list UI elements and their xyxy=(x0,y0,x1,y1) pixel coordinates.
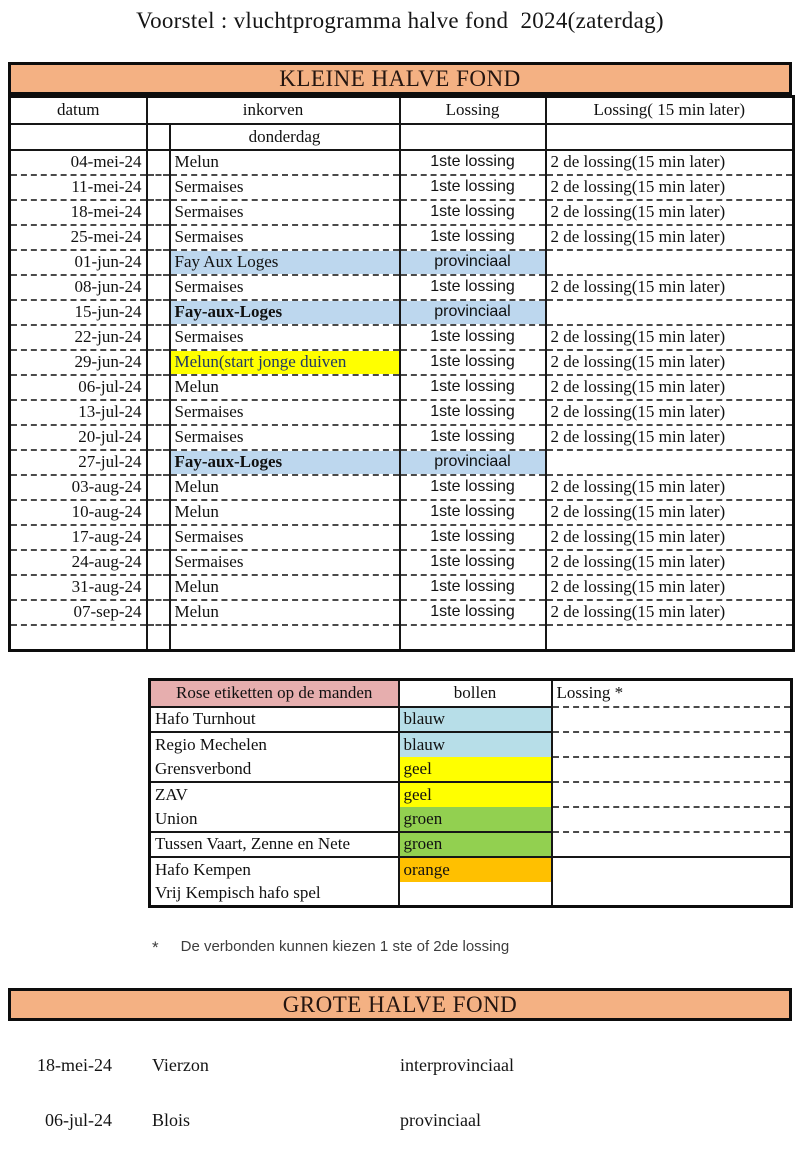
table-row xyxy=(10,550,794,575)
lossing-cell: 1ste lossing xyxy=(400,575,546,600)
date-cell: 01-jun-24 xyxy=(10,250,147,275)
verbond-label-cell: Regio Mechelen xyxy=(150,732,399,757)
lossing2-cell: 2 de lossing(15 min later) xyxy=(546,400,794,425)
lossing-choice-cell xyxy=(552,782,792,807)
lossing2-cell: 2 de lossing(15 min later) xyxy=(546,275,794,300)
spacer-cell xyxy=(147,225,170,250)
lossing-cell: 1ste lossing xyxy=(400,475,546,500)
place-cell: Sermaises xyxy=(170,325,400,350)
lossing-cell: 1ste lossing xyxy=(400,600,546,625)
lossing-cell: 1ste lossing xyxy=(400,325,546,350)
date-cell: 08-jun-24 xyxy=(10,275,147,300)
spacer-cell xyxy=(147,400,170,425)
lossing2-cell: 2 de lossing(15 min later) xyxy=(546,425,794,450)
lossing-cell: 1ste lossing xyxy=(400,150,546,175)
date-cell: 17-aug-24 xyxy=(10,525,147,550)
table-row xyxy=(10,200,794,225)
date-cell: 10-aug-24 xyxy=(10,500,147,525)
lossing2-cell: 2 de lossing(15 min later) xyxy=(546,325,794,350)
spacer-cell xyxy=(147,350,170,375)
date-cell: 31-aug-24 xyxy=(10,575,147,600)
lossing2-cell: 2 de lossing(15 min later) xyxy=(546,600,794,625)
table-row xyxy=(10,575,794,600)
spacer-cell xyxy=(147,575,170,600)
lossing2-cell xyxy=(546,450,794,475)
place-cell: Melun xyxy=(170,475,400,500)
table-row xyxy=(10,600,794,625)
footnote-text: De verbonden kunnen kiezen 1 ste of 2de lossing xyxy=(180,938,510,955)
spacer-cell xyxy=(147,150,170,175)
lossing2-cell: 2 de lossing(15 min later) xyxy=(546,150,794,175)
grote-schedule xyxy=(0,1055,800,1131)
bol-color-cell xyxy=(399,882,552,907)
spacer-cell xyxy=(147,475,170,500)
lossing-choice-cell xyxy=(552,732,792,757)
bol-color-cell: geel xyxy=(399,782,552,807)
place-cell: Melun(start jonge duiven xyxy=(170,350,400,375)
spacer-cell xyxy=(147,600,170,625)
etiketten-table xyxy=(148,678,793,908)
table-row xyxy=(10,475,794,500)
table-row xyxy=(10,225,794,250)
date-cell: 25-mei-24 xyxy=(10,225,147,250)
date-cell: 11-mei-24 xyxy=(10,175,147,200)
lossing-cell: 1ste lossing xyxy=(400,550,546,575)
place-cell: Melun xyxy=(170,500,400,525)
etiketten-row xyxy=(150,782,792,807)
lossing-cell: 1ste lossing xyxy=(400,175,546,200)
bol-color-cell: orange xyxy=(399,857,552,882)
lossing2-cell: 2 de lossing(15 min later) xyxy=(546,375,794,400)
lossing-choice-cell xyxy=(552,882,792,907)
etiketten-header-row xyxy=(150,680,792,707)
lossing-cell: 1ste lossing xyxy=(400,275,546,300)
etiketten-row xyxy=(150,732,792,757)
etiketten-row xyxy=(150,882,792,907)
date-cell: 07-sep-24 xyxy=(10,600,147,625)
spacer-cell xyxy=(147,525,170,550)
table-row xyxy=(10,400,794,425)
lossing-cell: 1ste lossing xyxy=(400,525,546,550)
lossing-choice-cell xyxy=(552,857,792,882)
bol-color-cell: groen xyxy=(399,807,552,832)
date-cell: 22-jun-24 xyxy=(10,325,147,350)
etiketten-row xyxy=(150,757,792,782)
date-cell: 18-mei-24 xyxy=(37,1055,112,1075)
spacer-cell xyxy=(147,250,170,275)
etiketten-row xyxy=(150,832,792,857)
column-header-lossing2: Lossing( 15 min later) xyxy=(546,97,794,124)
place-cell: Sermaises xyxy=(170,175,400,200)
table-row xyxy=(10,350,794,375)
spacer-cell xyxy=(147,500,170,525)
date-cell: 06-jul-24 xyxy=(10,375,147,400)
date-cell: 29-jun-24 xyxy=(10,350,147,375)
table-row xyxy=(10,300,794,325)
place-cell: Sermaises xyxy=(170,525,400,550)
table-row xyxy=(10,250,794,275)
lossing-choice-cell xyxy=(552,757,792,782)
lossing2-cell: 2 de lossing(15 min later) xyxy=(546,350,794,375)
subheader-donderdag: donderdag xyxy=(170,124,400,150)
place-cell: Fay Aux Loges xyxy=(170,250,400,275)
verbond-label-cell: Hafo Kempen xyxy=(150,857,399,882)
spacer-cell xyxy=(147,425,170,450)
lossing-choice-cell xyxy=(552,832,792,857)
table-row xyxy=(10,500,794,525)
place-cell: Melun xyxy=(170,600,400,625)
date-cell: 20-jul-24 xyxy=(10,425,147,450)
place-cell: Fay-aux-Loges xyxy=(170,450,400,475)
lossing-cell: 1ste lossing xyxy=(400,400,546,425)
date-cell: 24-aug-24 xyxy=(10,550,147,575)
kleine-header-row xyxy=(10,97,794,124)
spacer-cell xyxy=(147,450,170,475)
table-row xyxy=(10,275,794,300)
place-cell: Sermaises xyxy=(170,275,400,300)
table-row xyxy=(10,425,794,450)
lossing-cell: provinciaal xyxy=(400,450,546,475)
spacer-cell xyxy=(147,325,170,350)
lossing-cell: 1ste lossing xyxy=(400,350,546,375)
date-cell: 03-aug-24 xyxy=(10,475,147,500)
table-row xyxy=(10,175,794,200)
lossing-type-cell: interprovinciaal xyxy=(400,1055,514,1075)
spacer-cell xyxy=(147,375,170,400)
column-header-lossing: Lossing xyxy=(400,97,546,124)
grote-row xyxy=(0,1055,800,1076)
lossing-cell: provinciaal xyxy=(400,250,546,275)
grote-halve-fond-banner: GROTE HALVE FOND xyxy=(8,988,792,1021)
place-cell: Sermaises xyxy=(170,225,400,250)
lossing2-cell: 2 de lossing(15 min later) xyxy=(546,225,794,250)
page-title: Voorstel : vluchtprogramma halve fond 2024(zaterdag) xyxy=(136,8,664,33)
place-cell: Sermaises xyxy=(170,550,400,575)
date-cell: 18-mei-24 xyxy=(10,200,147,225)
column-header-datum: datum xyxy=(10,97,147,124)
spacer-cell xyxy=(147,300,170,325)
place-cell: Blois xyxy=(152,1110,191,1130)
lossing2-cell: 2 de lossing(15 min later) xyxy=(546,500,794,525)
empty-row xyxy=(10,625,794,651)
spacer-cell xyxy=(147,175,170,200)
column-header-inkorven: inkorven xyxy=(147,97,400,124)
lossing2-cell: 2 de lossing(15 min later) xyxy=(546,175,794,200)
lossing2-cell: 2 de lossing(15 min later) xyxy=(546,550,794,575)
spacer-cell xyxy=(147,550,170,575)
lossing-cell: 1ste lossing xyxy=(400,200,546,225)
kleine-subheader-row xyxy=(10,124,794,150)
lossing-cell: 1ste lossing xyxy=(400,500,546,525)
lossing-cell: provinciaal xyxy=(400,300,546,325)
date-cell: 27-jul-24 xyxy=(10,450,147,475)
verbond-label-cell: Union xyxy=(150,807,399,832)
grote-row xyxy=(0,1110,800,1131)
footnote xyxy=(152,938,800,958)
place-cell: Fay-aux-Loges xyxy=(170,300,400,325)
bol-color-cell: blauw xyxy=(399,732,552,757)
lossing-choice-cell xyxy=(552,807,792,832)
date-cell: 13-jul-24 xyxy=(10,400,147,425)
table-row xyxy=(10,325,794,350)
lossing2-cell xyxy=(546,250,794,275)
verbond-label-cell: ZAV xyxy=(150,782,399,807)
bol-color-cell: groen xyxy=(399,832,552,857)
place-cell: Sermaises xyxy=(170,400,400,425)
lossing2-cell: 2 de lossing(15 min later) xyxy=(546,200,794,225)
table-row xyxy=(10,525,794,550)
lossing2-cell: 2 de lossing(15 min later) xyxy=(546,475,794,500)
bol-color-cell: geel xyxy=(399,757,552,782)
etiketten-header-bollen: bollen xyxy=(399,680,552,707)
place-cell: Sermaises xyxy=(170,425,400,450)
verbond-label-cell: Grensverbond xyxy=(150,757,399,782)
table-row xyxy=(10,150,794,175)
etiketten-row xyxy=(150,807,792,832)
lossing2-cell xyxy=(546,300,794,325)
asterisk-marker: * xyxy=(152,938,159,957)
kleine-halve-fond-banner: KLEINE HALVE FOND xyxy=(8,62,792,95)
date-cell: 15-jun-24 xyxy=(10,300,147,325)
verbond-label-cell: Hafo Turnhout xyxy=(150,707,399,732)
place-cell: Sermaises xyxy=(170,200,400,225)
lossing-cell: 1ste lossing xyxy=(400,375,546,400)
etiketten-row xyxy=(150,857,792,882)
table-row xyxy=(10,450,794,475)
date-cell: 06-jul-24 xyxy=(45,1110,112,1130)
bol-color-cell: blauw xyxy=(399,707,552,732)
place-cell: Melun xyxy=(170,150,400,175)
lossing2-cell: 2 de lossing(15 min later) xyxy=(546,525,794,550)
lossing-choice-cell xyxy=(552,707,792,732)
etiketten-row xyxy=(150,707,792,732)
table-row xyxy=(10,375,794,400)
place-cell: Melun xyxy=(170,375,400,400)
etiketten-header-label: Rose etiketten op de manden xyxy=(150,680,399,707)
verbond-label-cell: Vrij Kempisch hafo spel xyxy=(150,882,399,907)
lossing-cell: 1ste lossing xyxy=(400,225,546,250)
spacer-cell xyxy=(147,275,170,300)
date-cell: 04-mei-24 xyxy=(10,150,147,175)
lossing2-cell: 2 de lossing(15 min later) xyxy=(546,575,794,600)
spacer-cell xyxy=(147,200,170,225)
lossing-cell: 1ste lossing xyxy=(400,425,546,450)
verbond-label-cell: Tussen Vaart, Zenne en Nete xyxy=(150,832,399,857)
etiketten-header-lossing: Lossing * xyxy=(552,680,792,707)
lossing-type-cell: provinciaal xyxy=(400,1110,481,1130)
place-cell: Melun xyxy=(170,575,400,600)
place-cell: Vierzon xyxy=(152,1055,209,1075)
kleine-schedule-table xyxy=(8,95,795,652)
